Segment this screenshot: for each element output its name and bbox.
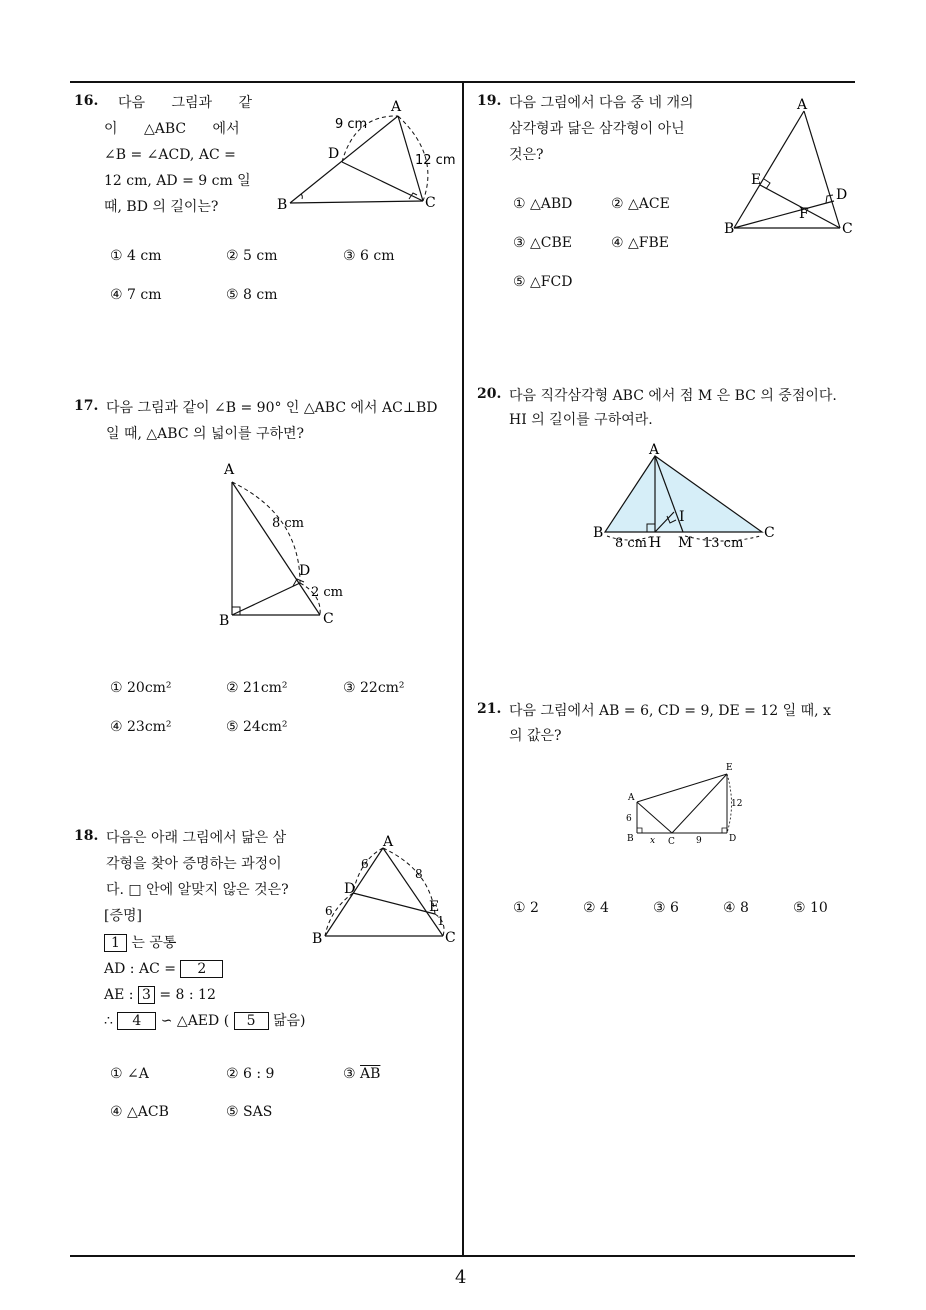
q16-label-A: A (391, 99, 402, 115)
q18-text-line: 다음은 아래 그림에서 닮은 삼 (106, 830, 287, 846)
q18-proof-text: ∴ (104, 1013, 113, 1029)
q16-choice-3[interactable]: ③ 6 cm (343, 248, 395, 264)
q18-text-line: 다. □ 안에 알맞지 않은 것은? (106, 882, 289, 898)
q19-choice-2[interactable]: ② △ACE (611, 196, 670, 212)
q20-label-I: I (679, 509, 685, 525)
q21-choice-1[interactable]: ① 2 (513, 900, 539, 916)
q18-label-ae: 8 (415, 867, 423, 881)
q17-text-line: 다음 그림과 같이 ∠B = 90° 인 △ABC 에서 AC⊥BD (106, 400, 438, 416)
q18-proof-line-4 (104, 1012, 306, 1030)
q18-proof-text: 닮음) (273, 1013, 306, 1029)
q19-label-B: B (724, 221, 735, 237)
q21-number: 21. (477, 701, 502, 717)
q17-label-C: C (323, 611, 334, 627)
q21-figure (620, 760, 750, 852)
q16-label-ad: 9 cm (335, 117, 368, 132)
q18-choice-4[interactable]: ④ △ACB (110, 1104, 169, 1120)
q16-choice-5[interactable]: ⑤ 8 cm (226, 287, 278, 303)
q21-choice-5[interactable]: ⑤ 10 (793, 900, 828, 916)
q21-label-C: C (668, 837, 675, 847)
q20-label-B: B (593, 525, 604, 541)
q21-text-line: 의 값은? (509, 728, 562, 744)
q20-label-H: H (649, 535, 662, 551)
q19-text-line: 다음 그림에서 다음 중 네 개의 (509, 95, 694, 111)
q21-label-E: E (726, 763, 733, 773)
q19-choice-3[interactable]: ③ △CBE (513, 235, 572, 251)
q17-number: 17. (74, 398, 99, 414)
q17-text-line: 일 때, △ABC 의 넓이를 구하면? (106, 426, 305, 442)
q17-choice-5[interactable]: ⑤ 24cm² (226, 719, 288, 735)
q18-label-A: A (383, 834, 394, 850)
q17-choice-3[interactable]: ③ 22cm² (343, 680, 405, 696)
q21-choice-4[interactable]: ④ 8 (723, 900, 749, 916)
q19-text-line: 것은? (509, 147, 544, 163)
q16-text-line: 때, BD 의 길이는? (104, 199, 219, 215)
q19-label-C: C (842, 221, 853, 237)
q21-text-line: 다음 그림에서 AB = 6, CD = 9, DE = 12 일 때, x (509, 703, 831, 719)
q16-choice-1[interactable]: ① 4 cm (110, 248, 162, 264)
page-number: 4 (455, 1267, 467, 1288)
q16-text-line: 12 cm, AD = 9 cm 일 (104, 173, 251, 189)
q17-label-ad: 8 cm (272, 516, 305, 531)
q20-label-M: M (678, 535, 693, 551)
q16-label-D: D (328, 146, 340, 162)
q18-text-line: 각형을 찾아 증명하는 과정이 (106, 856, 282, 872)
q18-label-ad: 6 (361, 857, 369, 871)
q21-label-A: A (628, 793, 635, 803)
q16-text-line: ∠B = ∠ACD, AC = (104, 147, 236, 163)
q19-number: 19. (477, 93, 502, 109)
column-divider (462, 82, 464, 1256)
q19-label-A: A (797, 97, 808, 113)
q18-blank-3[interactable]: 3 (138, 986, 155, 1004)
q21-label-ab: 6 (626, 814, 632, 824)
q16-figure (270, 95, 460, 220)
q19-label-F: F (799, 206, 809, 222)
q18-label-D: D (344, 881, 356, 897)
q19-label-D: D (836, 187, 848, 203)
q18-proof-text: ∽ △AED ( (160, 1013, 230, 1029)
q18-proof-line-2 (104, 960, 223, 978)
q21-label-de: 12 (731, 799, 743, 809)
q20-figure (585, 440, 785, 555)
q17-label-B: B (219, 613, 230, 629)
q16-label-C: C (425, 195, 436, 211)
q16-text-line: 이 △ABC 에서 (104, 121, 240, 137)
q18-label-B: B (312, 931, 323, 947)
q16-choice-2[interactable]: ② 5 cm (226, 248, 278, 264)
q19-text-line: 삼각형과 닮은 삼각형이 아닌 (509, 121, 685, 137)
q17-label-D: D (299, 563, 311, 579)
q16-label-B: B (277, 197, 288, 213)
q18-proof-text: AE : (104, 987, 134, 1003)
q17-label-dc: 2 cm (311, 585, 344, 600)
q18-proof-text: AD : AC = (104, 961, 176, 977)
q18-choice-2[interactable]: ② 6 : 9 (226, 1066, 275, 1082)
q18-label-C: C (445, 930, 456, 946)
q17-choice-1[interactable]: ① 20cm² (110, 680, 172, 696)
q19-choice-1[interactable]: ① △ABD (513, 196, 573, 212)
q18-blank-1[interactable]: 1 (104, 934, 127, 952)
q17-figure (210, 455, 370, 635)
q20-label-C: C (764, 525, 775, 541)
q18-proof-text: 는 공통 (131, 935, 177, 951)
q18-proof-line-1 (104, 934, 176, 952)
q18-blank-5[interactable]: 5 (234, 1012, 269, 1030)
q18-label-ec: 1 (437, 914, 445, 928)
q18-proof-text: = 8 : 12 (159, 987, 216, 1003)
q21-choice-3[interactable]: ③ 6 (653, 900, 679, 916)
q18-choice-3[interactable]: ③ $\overline{AB}$ (343, 1066, 381, 1082)
q19-label-E: E (751, 172, 762, 188)
q18-choice-5[interactable]: ⑤ SAS (226, 1104, 273, 1120)
q21-label-x: x (650, 836, 656, 846)
q18-label-E: E (429, 899, 440, 915)
q18-blank-2[interactable]: 2 (180, 960, 223, 978)
q16-number: 16. (74, 93, 99, 109)
q20-number: 20. (477, 386, 502, 402)
q21-label-cd: 9 (696, 836, 702, 846)
q18-figure (305, 830, 465, 950)
q17-choice-4[interactable]: ④ 23cm² (110, 719, 172, 735)
q19-choice-5[interactable]: ⑤ △FCD (513, 274, 573, 290)
q16-choice-4[interactable]: ④ 7 cm (110, 287, 162, 303)
q21-label-B: B (627, 834, 634, 844)
q18-label-db: 6 (325, 904, 333, 918)
q20-label-A: A (649, 442, 660, 458)
q18-blank-4[interactable]: 4 (117, 1012, 156, 1030)
q19-figure (720, 95, 860, 240)
q17-choice-2[interactable]: ② 21cm² (226, 680, 288, 696)
q21-choice-2[interactable]: ② 4 (583, 900, 609, 916)
q20-label-mc: 13 cm (703, 536, 744, 551)
q18-proof-title: [증명] (104, 908, 142, 924)
q18-proof-line-3 (104, 986, 216, 1004)
q20-text-line: HI 의 길이를 구하여라. (509, 412, 653, 428)
q21-label-D: D (729, 834, 737, 844)
q18-choice-1[interactable]: ① ∠A (110, 1066, 149, 1082)
q20-text-line: 다음 직각삼각형 ABC 에서 점 M 은 BC 의 중점이다. (509, 388, 837, 404)
q19-choice-4[interactable]: ④ △FBE (611, 235, 669, 251)
q20-label-bh: 8 cm (615, 536, 648, 551)
q18-number: 18. (74, 828, 99, 844)
q16-label-ac: 12 cm (415, 153, 456, 168)
q16-text-line: 다음 그림과 같 (118, 95, 253, 111)
q17-label-A: A (224, 462, 235, 478)
